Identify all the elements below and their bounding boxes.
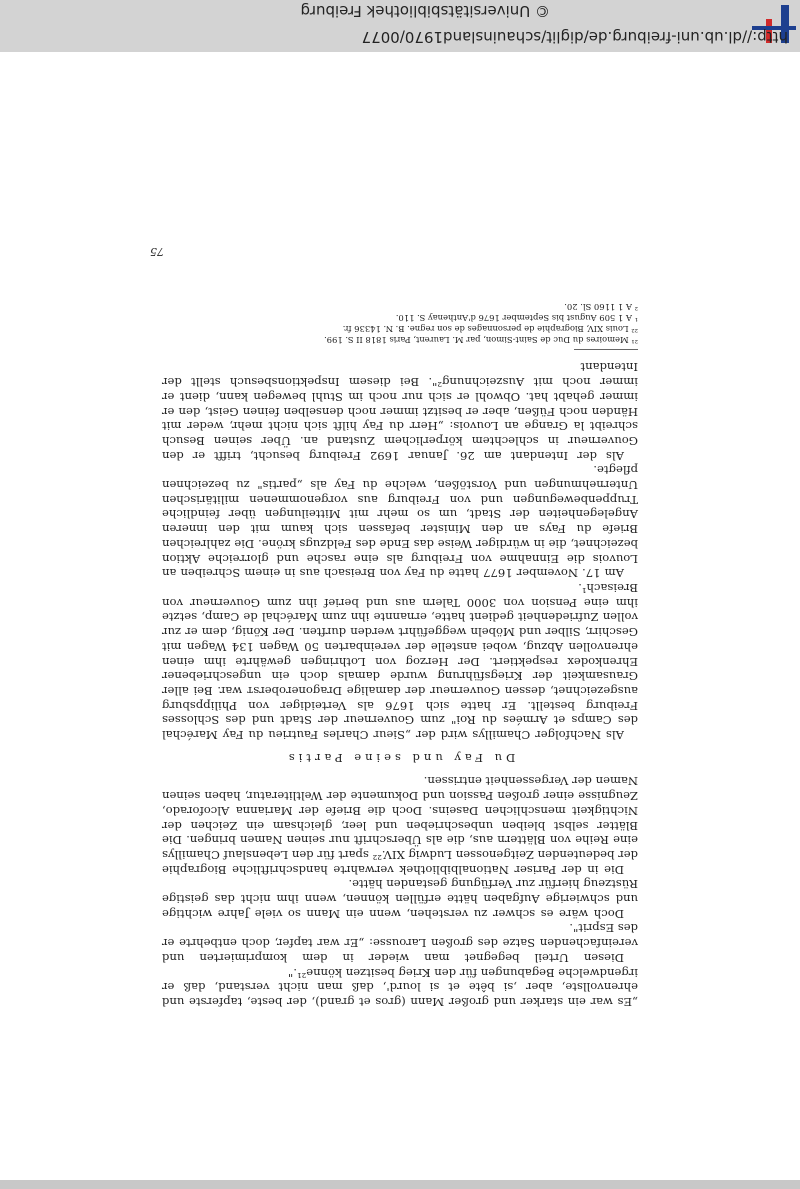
copyright-text: © Universitätsbibliothek Freiburg [300,2,550,20]
intro-paragraph: „Es war ein starker und großer Mann (gros et grand), der beste, tapferste und ehrenvollste, aber ‚si bête et si lourd', daß man nicht verstand, daß er irgendwelche Begabungen für den Krieg besitzen könne²¹." [162,965,638,1009]
footnote: ²¹ Memoires du Duc de Saint-Simon, par M. Laurent, Paris 1818 II S. 199. [324,334,638,345]
body-paragraph: Als Nachfolger Chamillys wird der „Sieur Charles Fautrieu du Fay Maréchal des Camps et Armées du Roi" zum Gouverneur der Stadt und des Schlosses Freiburg bestellt. Er hatte sich 1676 als Verteidiger von Philippsburg ausgezeichnet, dessen Gouverneur der damalige Dragonerobersт war. Bei aller Grausamkeit der Kriegsführung wurde damals doch ein ungeschriebener Ehrenkodex respektiert. Der Herzog von Lothringen gewährte ihm einen ehrenvollen Abzug, wobei anstelle der vereinbarten 50 Wagen 134 Wagen mit Geschirr, Silber und Möbeln weggeführt werden durften. Der König, dem er zur vollen Zufriedenheit gedient hatte, ernannte ihn zum Maréchal de Camp, setzte ihm eine Pension von 3000 Talern aus und berief ihn zum Gouverneur von Breisach¹. [162,581,638,743]
footnote-divider [574,349,638,350]
page-number: 75 [150,245,164,258]
intro-paragraph: Doch wäre es schwer zu verstehen, wenn ein Mann so viele Jahre wichtige und schwierige Aufgaben hätte erfüllen können, wenn ihm nicht das geistige Rüstzeug hierfür zur Verfügung gestanden hätte. [162,877,638,921]
page-content [162,301,638,1009]
footnotes [162,301,638,345]
section-title: Du Fay und seine Partis [284,750,516,765]
footnote: ² A 1 1160 Sl. 20. [564,301,638,312]
footnote: ²² Louis XIV, Biographie de personnages de son regne. B. N. 14336 fr. [342,323,638,334]
document-url-link[interactable]: http://dl.ub.uni-freiburg.de/diglit/schauinsland1970/0077 [361,28,788,46]
footnote: ¹ A 1 509 August bis September 1676 d'Anthenay S. 110. [395,312,638,323]
intro-paragraph: Die in der Pariser Nationalbibliothek verwahrte handschriftliche Biographie der bedeutenden Zeitgenossen Ludwig XIV.²² spart für den Lebenslauf Chamillys eine Reihe von Blättern aus, die als Überschrift nur seinen Namen bringen. Die Blätter selbst bleiben unbeschrieben und leer, gleichsam ein Zeichen der Nichtigkeit menschlichen Daseins. Doch die Briefe der Marianna Alcoforado, Zeugnisse einer großen Passion und Dokumente der Weltliteratur, haben seinen Namen der Vergessenheit entrissen. [162,774,638,877]
intro-paragraph: Diesen Urteil begegnet man wieder in dem komprimierten und vereinfachenden Satze des großen Larousse: „Er war tapfer, doch entbehrte er des Esprit". [162,921,638,965]
body-paragraph: Am 17. November 1677 hatte du Fay von Breisach aus in einem Schreiben an Louvois die Einnahme von Freiburg als eine rasche und glorreiche Aktion bezeichnet, die in würdiger Weise das Ende des Feldzugs kröne. Die zahlreichen Briefe du Fays an den Minister befassen sich kaum mit den inneren Angelegenheiten der Stadt, um so mehr mit Mitteilungen über feindliche Truppenbewegungen und von Freiburg aus vorgenommenen militärischen Unternehmungen und Vorstößen, welche du Fay als „partis" zu bezeichnen pflegte. [162,463,638,581]
body-paragraph: Als der Intendant am 26. Januar 1692 Freiburg besucht, trifft er den Gouverneur in schlechtem körperlichem Zustand an. Über seinen Besuch schreibt la Grange an Louvois: „Herr du Fay hilft sich nicht mehr, weder mit Händen noch Füßen, aber er besitzt immer noch denselben feinen Geist, den er immer gehabt hat. Obwohl er sich nur noch im Stuhl bewegen kann, dient er immer noch mit Auszeichnung²". Bei diesem Inspektionsbesuch stellt der Intendant [162,360,638,463]
